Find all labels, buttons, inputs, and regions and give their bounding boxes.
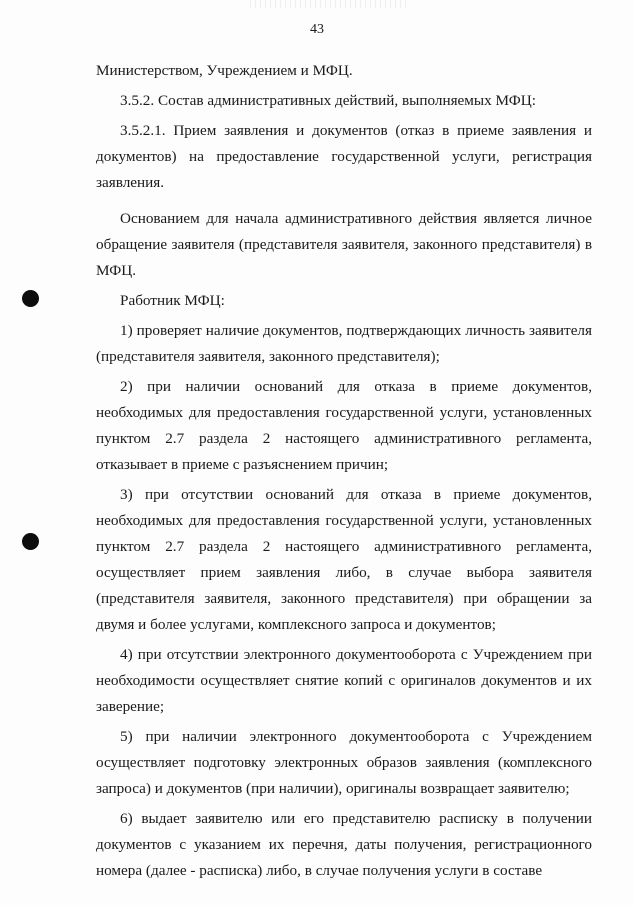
punch-hole-bottom bbox=[22, 533, 39, 550]
paragraph-continuation: Министерством, Учреждением и МФЦ. bbox=[96, 62, 353, 79]
page-number: 43 bbox=[310, 22, 324, 37]
paragraph-section-heading: 3.5.2. Состав административных действий, выполняемых МФЦ: bbox=[120, 92, 536, 109]
list-item-6: 6) выдает заявителю или его представителю расписку в получении документов с указанием их перечня, даты получения, регистрационного номера (далее - расписка) либо, в случае получения услуги в составе bbox=[96, 810, 592, 879]
paragraph-worker-intro: Работник МФЦ: bbox=[120, 292, 225, 309]
list-item-4: 4) при отсутствии электронного документооборота с Учреждением при необходимости осуществляет снятие копий с оригиналов документов и их заверение; bbox=[96, 646, 592, 715]
document-body bbox=[96, 58, 592, 888]
paragraph-basis: Основанием для начала административного действия является личное обращение заявителя (представителя заявителя, законного представителя) в МФЦ. bbox=[96, 210, 592, 279]
list-item-5: 5) при наличии электронного документооборота с Учреждением осуществляет подготовку электронных образов заявления (комплексного запроса) и документов (при наличии), оригиналы возвращает заявителю; bbox=[96, 728, 592, 797]
scan-artifact bbox=[250, 0, 410, 8]
list-item-1: 1) проверяет наличие документов, подтверждающих личность заявителя (представителя заявителя, законного представителя); bbox=[96, 322, 592, 365]
list-item-2: 2) при наличии оснований для отказа в приеме документов, необходимых для предоставления государственной услуги, установленных пунктом 2.7 раздела 2 настоящего административного регламента, отказывает в приеме с разъяснением причин; bbox=[96, 378, 592, 473]
paragraph-subsection: 3.5.2.1. Прием заявления и документов (отказ в приеме заявления и документов) на предоставление государственной услуги, регистрация заявления. bbox=[96, 122, 592, 191]
punch-hole-top bbox=[22, 290, 39, 307]
list-item-3: 3) при отсутствии оснований для отказа в приеме документов, необходимых для предоставления государственной услуги, установленных пунктом 2.7 раздела 2 настоящего административного регламента, осуществляет прием заявления либо, в случае выбора заявителя (представителя заявителя, законного представителя) при обращении за двумя и более услугами, комплексного запроса и документов; bbox=[96, 486, 592, 633]
